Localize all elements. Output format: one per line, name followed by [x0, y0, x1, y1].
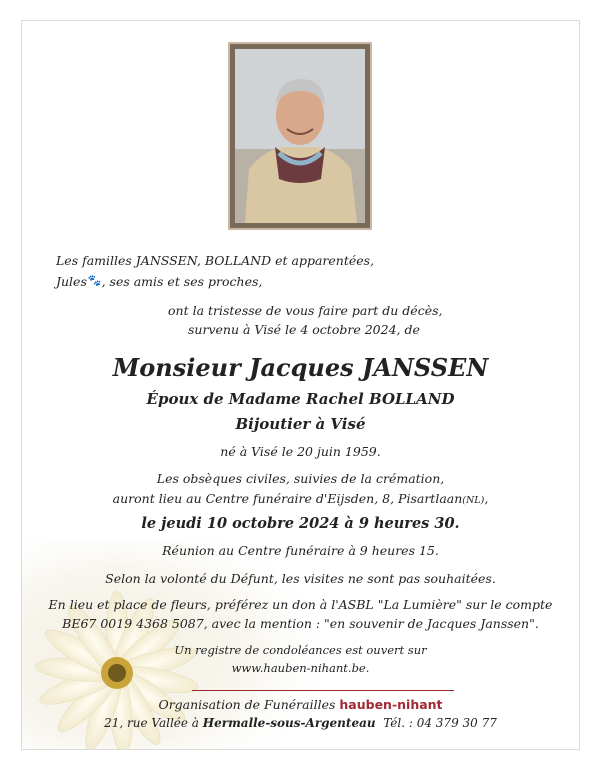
address-street: 21, rue Vallée à: [104, 716, 199, 730]
meeting-line: Réunion au Centre funéraire à 9 heures 15.: [162, 543, 439, 558]
address-line: [22, 716, 579, 730]
portrait-image: [235, 49, 365, 223]
paw-icon: 🐾: [87, 274, 102, 287]
register-url[interactable]: www.hauben-nihant.be.: [231, 661, 370, 675]
brand-logo: hauben-nihant: [339, 697, 443, 712]
pet-name: Jules: [56, 274, 87, 289]
funeral-location: auront lieu au Centre funéraire d'Eijsden, 8, Pisartlaan: [112, 491, 463, 506]
country-code: (NL): [462, 495, 485, 506]
death-line: survenu à Visé le 4 octobre 2024, de: [188, 322, 420, 337]
phone-number: Tél. : 04 379 30 77: [383, 716, 497, 730]
funeral-line-1: Les obsèques civiles, suivies de la crémation,: [156, 471, 445, 486]
spouse-line: Époux de Madame Rachel BOLLAND: [146, 390, 455, 408]
donation-line-1: En lieu et place de fleurs, préférez un don à l'ASBL "La Lumière" sur le compte: [48, 597, 553, 612]
donation-line-2: BE67 0019 4368 5087, avec la mention : "en souvenir de Jacques Janssen".: [62, 616, 539, 631]
pet-line-rest: , ses amis et ses proches,: [101, 274, 263, 289]
organisation-label: Organisation de Funérailles: [158, 697, 336, 712]
occupation-line: Bijoutier à Visé: [235, 415, 366, 433]
pet-line: [56, 274, 262, 289]
funeral-datetime: le jeudi 10 octobre 2024 à 9 heures 30.: [141, 515, 460, 532]
funeral-line-2: [22, 491, 579, 506]
obituary-card: [21, 20, 580, 750]
portrait-photo: [228, 42, 372, 230]
families-line: Les familles JANSSEN, BOLLAND et apparentées,: [56, 253, 375, 268]
deceased-name: Monsieur Jacques JANSSEN: [112, 353, 489, 382]
organisation-line: [22, 697, 579, 712]
funeral-line-2-end: ,: [484, 491, 489, 506]
address-town: Hermalle-sous-Argenteau: [202, 716, 376, 730]
register-line: Un registre de condoléances est ouvert sur: [174, 643, 427, 657]
birth-line: né à Visé le 20 juin 1959.: [220, 444, 381, 459]
footer-divider: [192, 690, 454, 691]
announcement-line: ont la tristesse de vous faire part du décès,: [168, 303, 443, 318]
visits-line: Selon la volonté du Défunt, les visites ne sont pas souhaitées.: [105, 571, 496, 586]
